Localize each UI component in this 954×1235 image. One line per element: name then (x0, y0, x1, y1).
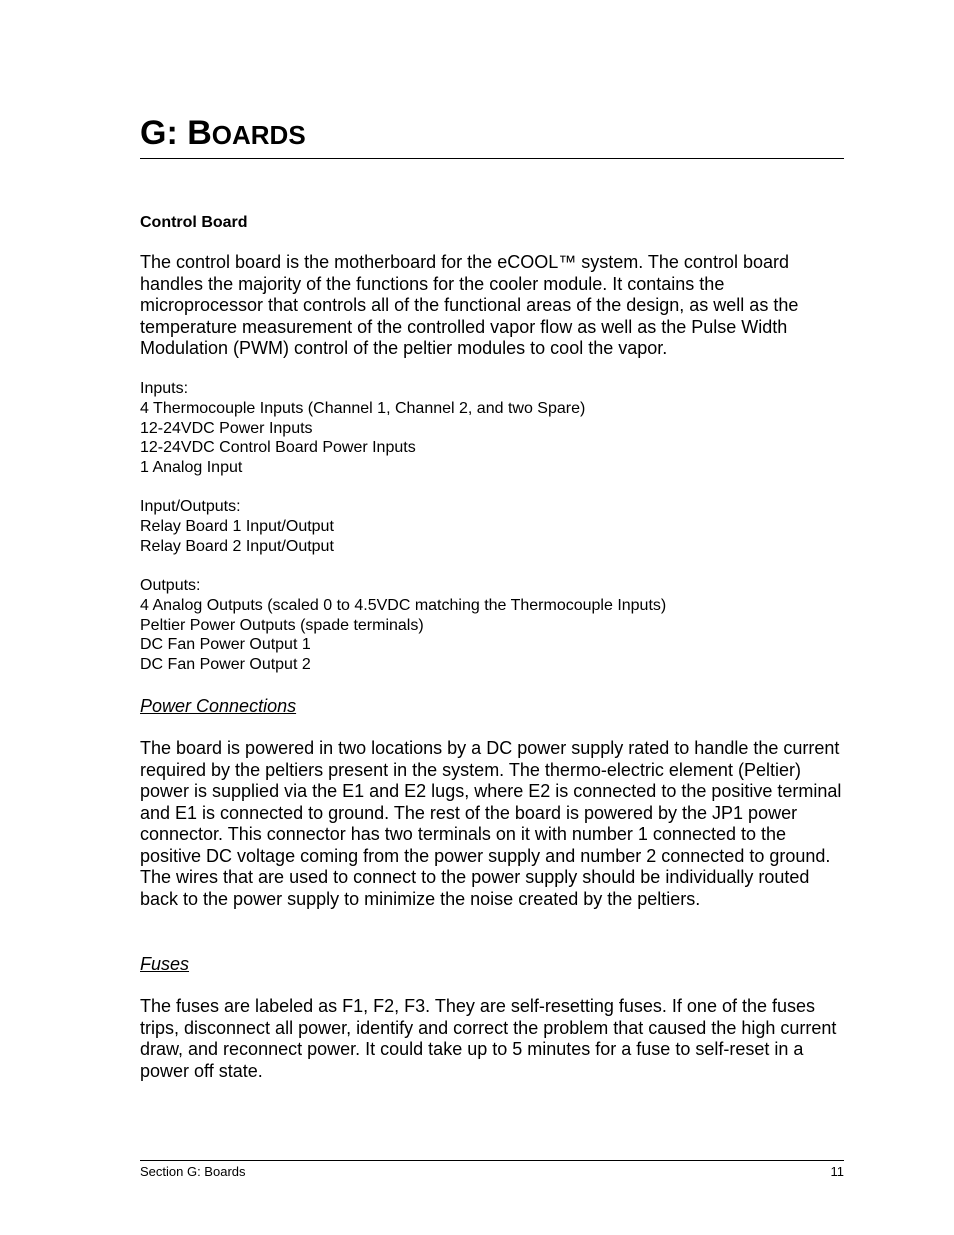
fuses-heading: Fuses (140, 954, 190, 974)
list-item: 4 Thermocouple Inputs (Channel 1, Channel 2, and two Spare) (140, 399, 586, 417)
power-connections-heading: Power Connections (140, 696, 297, 716)
list-item: Peltier Power Outputs (spade terminals) (140, 616, 424, 634)
page-title-block (140, 112, 844, 159)
input-outputs-list (140, 497, 844, 556)
outputs-label: Outputs: (140, 577, 201, 594)
list-item: 12-24VDC Control Board Power Inputs (140, 439, 416, 457)
list-item: DC Fan Power Output 1 (140, 636, 311, 654)
outputs-list (140, 576, 844, 675)
fuses-paragraph: The fuses are labeled as F1, F2, F3. They are self-resetting fuses. If one of the fuses trips, disconnect all power, identify and correct the problem that caused the high current draw, and reconnect power. It could take up to 5 minutes for a fuse to self-reset in a power off state. (140, 996, 837, 1081)
footer-section-label: Section G: Boards (140, 1164, 246, 1179)
list-item: 1 Analog Input (140, 459, 243, 477)
list-item: 12-24VDC Power Inputs (140, 419, 313, 437)
page-title-rest: OARDS (211, 120, 306, 150)
page-footer (140, 1160, 844, 1181)
input-outputs-label: Input/Outputs: (140, 498, 241, 515)
control-board-heading: Control Board (140, 214, 248, 231)
list-item: DC Fan Power Output 2 (140, 656, 311, 674)
footer-page-number: 11 (830, 1164, 844, 1179)
intro-paragraph: The control board is the motherboard for the eCOOL™ system. The control board handles the majority of the functions for the cooler module. It contains the microprocessor that controls all of the functional areas of the design, as well as the temperature measurement of the controlled vapor flow as well as the Pulse Width Modulation (PWM) control of the peltier modules to cool the vapor. (140, 252, 799, 358)
list-item: Relay Board 2 Input/Output (140, 537, 334, 555)
page-title (140, 112, 844, 156)
list-item: Relay Board 1 Input/Output (140, 517, 334, 535)
inputs-list (140, 379, 844, 478)
page-title-initial: G: B (140, 114, 212, 152)
inputs-label: Inputs: (140, 380, 189, 397)
power-connections-paragraph: The board is powered in two locations by a DC power supply rated to handle the current required by the peltiers present in the system. The thermo-electric element (Peltier) power is supplied via the E1 and E2 lugs, where E2 is connected to the positive terminal and E1 is connected to ground. The rest of the board is powered by the JP1 power connector. This connector has two terminals on it with number 1 connected to the positive DC voltage coming from the power supply and number 2 connected to ground. The wires that are used to connect to the power supply should be individually routed back to the power supply to minimize the noise created by the peltiers. (140, 738, 842, 909)
list-item: 4 Analog Outputs (scaled 0 to 4.5VDC matching the Thermocouple Inputs) (140, 596, 667, 614)
